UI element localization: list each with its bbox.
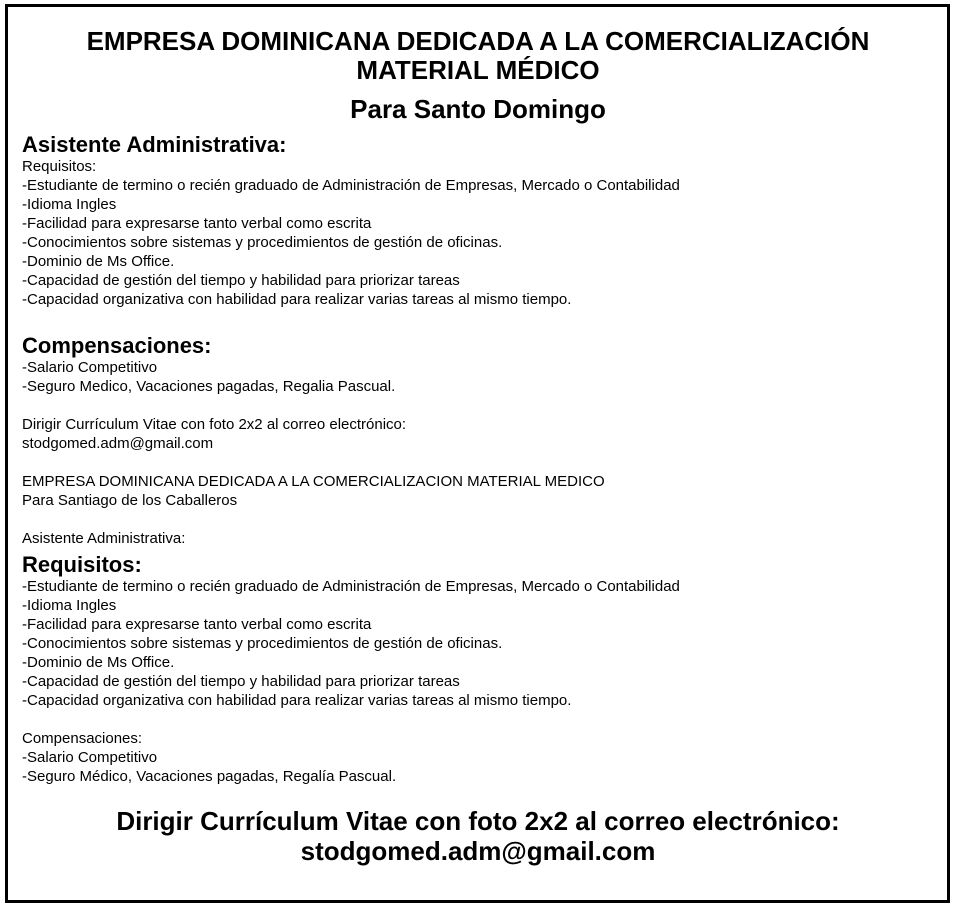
requirements-list-santo-domingo (22, 176, 934, 309)
requirement-item: -Dominio de Ms Office. (22, 654, 175, 671)
city-title-santiago: Para Santiago de los Caballeros (22, 492, 238, 509)
closing-apply-instructions: Dirigir Currículum Vitae con foto 2x2 al correo electrónico: (116, 806, 840, 836)
ad-content (22, 27, 934, 866)
compensation-label-santiago: Compensaciones: (22, 730, 143, 747)
contact-email: stodgomed.adm@gmail.com (22, 435, 214, 452)
company-title: EMPRESA DOMINICANA DEDICADA A LA COMERCIALIZACIÓN MATERIAL MÉDICO (86, 26, 870, 85)
position-heading: Asistente Administrativa: (22, 132, 287, 157)
compensation-item: -Salario Competitivo (22, 749, 158, 766)
compensation-item: -Salario Competitivo (22, 359, 158, 376)
requirements-heading-santiago: Requisitos: (22, 552, 142, 577)
requirement-item: -Estudiante de termino o recién graduado de Administración de Empresas, Mercado o Contabilidad (22, 177, 680, 194)
requirement-item: -Capacidad organizativa con habilidad para realizar varias tareas al mismo tiempo. (22, 692, 572, 709)
requirement-item: -Facilidad para expresarse tanto verbal como escrita (22, 215, 372, 232)
compensation-item: -Seguro Medico, Vacaciones pagadas, Regalia Pascual. (22, 378, 396, 395)
compensations-list-santo-domingo (22, 358, 934, 396)
requirement-item: -Capacidad de gestión del tiempo y habilidad para priorizar tareas (22, 272, 460, 289)
compensation-item: -Seguro Médico, Vacaciones pagadas, Regalía Pascual. (22, 768, 397, 785)
position-label-santiago: Asistente Administrativa: (22, 530, 186, 547)
requirements-list-santiago (22, 577, 934, 710)
requirement-item: -Estudiante de termino o recién graduado de Administración de Empresas, Mercado o Contabilidad (22, 578, 680, 595)
classified-ad-frame (5, 4, 950, 903)
requirement-item: -Dominio de Ms Office. (22, 253, 175, 270)
company-title-santiago: EMPRESA DOMINICANA DEDICADA A LA COMERCIALIZACION MATERIAL MEDICO (22, 473, 605, 490)
requirement-item: -Conocimientos sobre sistemas y procedimientos de gestión de oficinas. (22, 635, 503, 652)
compensations-list-santiago (22, 748, 934, 786)
city-title-santo-domingo: Para Santo Domingo (350, 94, 606, 124)
requirement-item: -Idioma Ingles (22, 196, 117, 213)
requirements-label: Requisitos: (22, 158, 97, 175)
requirement-item: -Facilidad para expresarse tanto verbal como escrita (22, 616, 372, 633)
compensation-heading: Compensaciones: (22, 333, 212, 358)
apply-instructions: Dirigir Currículum Vitae con foto 2x2 al correo electrónico: (22, 416, 407, 433)
requirement-item: -Capacidad de gestión del tiempo y habilidad para priorizar tareas (22, 673, 460, 690)
closing-contact-email: stodgomed.adm@gmail.com (300, 836, 656, 866)
requirement-item: -Capacidad organizativa con habilidad para realizar varias tareas al mismo tiempo. (22, 291, 572, 308)
requirement-item: -Idioma Ingles (22, 597, 117, 614)
requirement-item: -Conocimientos sobre sistemas y procedimientos de gestión de oficinas. (22, 234, 503, 251)
